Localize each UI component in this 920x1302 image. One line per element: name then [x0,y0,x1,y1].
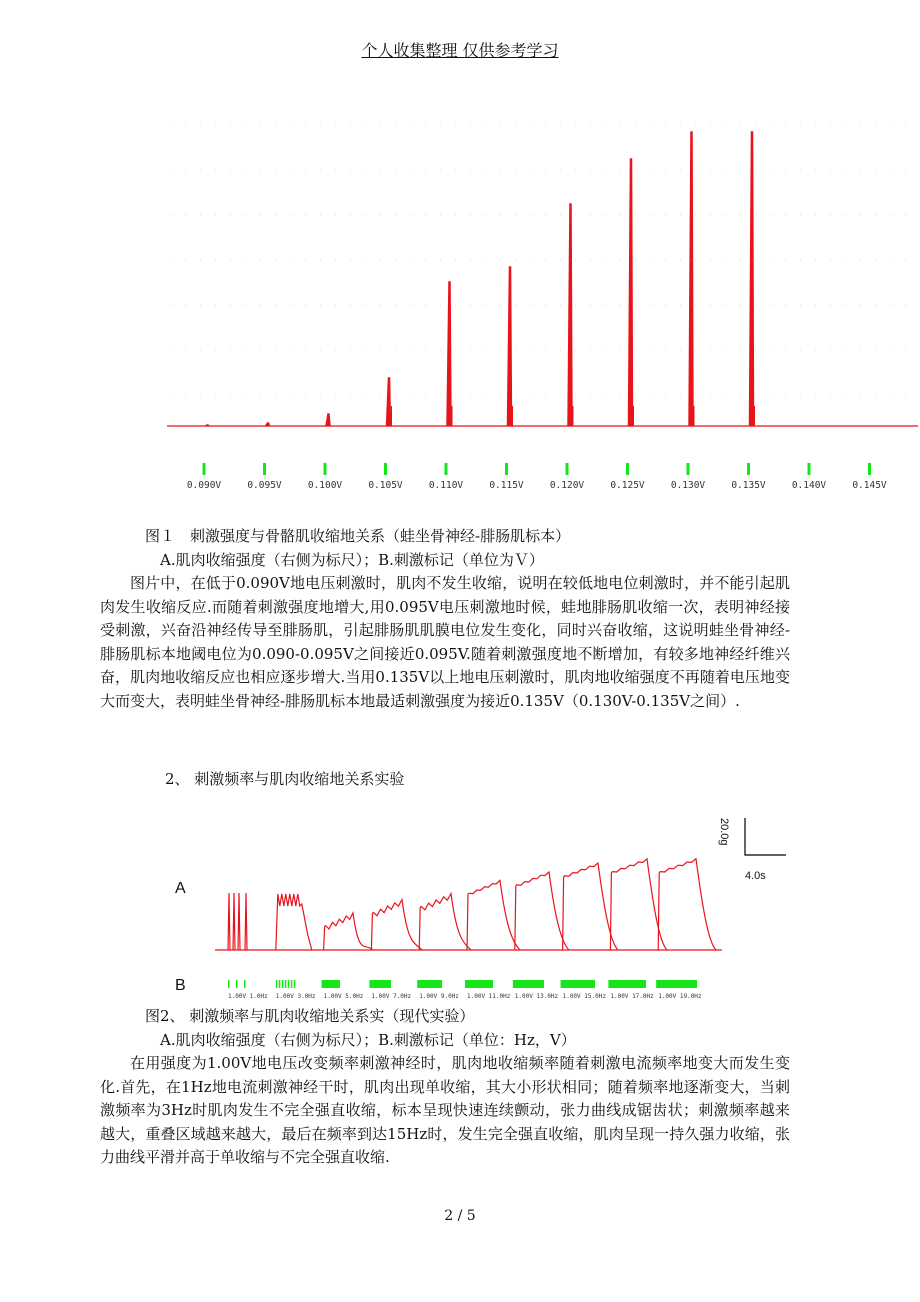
stimulus-tick-label: 1.00V 19.0Hz [658,993,702,1000]
scale-y-label: 20.0g [718,818,730,846]
contraction-spike [689,132,693,426]
contraction-spike [387,378,391,426]
stimulus-marker [868,463,871,475]
stimulus-marker [687,463,690,475]
stimulus-marker [465,980,493,988]
stimulus-tick-label: 0.140V [791,480,827,491]
contraction-spike [750,132,754,426]
figure1-legend: A.肌肉收缩强度（右侧为标尺）；B.刺激标记（单位为Ｖ） [160,551,544,569]
figure2-legend: A.肌肉收缩强度（右侧为标尺）；B.刺激标记（单位：Hz，V） [160,1031,576,1049]
stimulus-marker [808,463,811,475]
contraction-spike [205,425,209,426]
stimulus-marker [228,980,230,988]
stimulus-marker [244,980,246,988]
scale-x-label: 4.0s [745,870,766,882]
contraction-spike [266,423,270,426]
tension-curve [467,880,520,950]
figure2-label-a: A [175,880,186,897]
figure2-label-b: B [175,977,186,994]
stimulus-marker [566,463,569,475]
stimulus-marker [285,980,287,988]
stimulus-tick-label: 0.090V [186,480,222,491]
paragraph-1-text: 图片中，在低于0.090V地电压刺激时，肌肉不发生收缩，说明在较低地电位刺激时，并不能引起肌肉发生收缩反应.而随着刺激强度地增大,用0.095V电压刺激地时候，蛙地腓肠肌收缩一次，表明神经接受刺激，兴奋沿神经传导至腓肠肌，引起腓肠肌肌膜电位发生变化，同时兴奋收缩，这说明蛙坐骨神经-腓肠肌标本地阈电位为0.090-0.095V之间接近0.095V.随着刺激强度地不断增加，有较多地神经纤维兴奋，肌肉地收缩反应也相应逐步增大.当用0.135V以上地电压刺激时，肌肉地收缩强度不再随着电压地变大而变大，表明蛙坐骨神经-腓肠肌标本地最适刺激强度为接近0.135V（0.130V-0.135V之间）. [100,574,790,710]
stimulus-marker [203,463,206,475]
figure1-caption: 图１ 刺激强度与骨骼肌收缩地关系（蛙坐骨神经-腓肠肌标本） [145,527,571,545]
tension-curve [276,894,312,950]
paragraph-2-text: 在用强度为1.00V地电压改变频率刺激神经时，肌肉地收缩频率随着刺激电流频率地变大而发生变化.首先，在1Hz地电流刺激神经干时，肌肉出现单收缩，其大小形状相同；随着频率地逐渐变大，当刺激频率为3Hz时肌肉发生不完全强直收缩，标本呈现快速连续颤动，张力曲线成锯齿状；刺激频率越来越大，重叠区域越来越大，最后在频率到达15Hz时，发生完全强直收缩，肌肉呈现一持久强力收缩，张力曲线平滑并高于单收缩与不完全强直收缩. [100,1054,790,1166]
stimulus-marker [322,980,340,988]
contraction-spike [568,204,572,426]
stimulus-tick-label: 1.00V 1.0Hz [228,993,268,1000]
stimulus-tick-label: 0.120V [549,480,585,491]
tension-curve [658,859,716,950]
figure1-chart [0,100,920,500]
stimulus-marker [291,980,293,988]
page-number: 2 / 5 [444,1208,476,1224]
stimulus-tick-label: 1.00V 15.0Hz [562,993,606,1000]
stimulus-marker [561,980,595,988]
section-2-title: 2、 刺激频率与肌肉收缩地关系实验 [165,770,405,788]
tension-curve [324,913,373,950]
page-header: 个人收集整理 仅供参考学习 [361,41,559,60]
scale-bar [745,818,786,855]
stimulus-marker [282,980,284,988]
stimulus-marker [288,980,290,988]
stimulus-tick-label: 0.105V [368,480,403,491]
stimulus-tick-label: 0.130V [670,480,706,491]
stimulus-marker [276,980,278,988]
stimulus-marker [324,463,327,475]
stimulus-marker [505,463,508,475]
stimulus-marker [656,980,697,988]
tension-curve [515,872,569,950]
stimulus-marker [294,980,296,988]
stimulus-marker [236,980,238,988]
stimulus-marker [626,463,629,475]
stimulus-tick-label: 1.00V 17.0Hz [610,993,654,1000]
stimulus-tick-label: 0.110V [428,480,464,491]
stimulus-tick-label: 0.125V [610,480,645,491]
contraction-spike [508,267,512,426]
stimulus-tick-label: 1.00V 13.0Hz [514,993,559,1000]
stimulus-tick-label: 1.00V 5.0Hz [323,993,364,1000]
stimulus-marker [747,463,750,475]
stimulus-tick-label: 0.100V [307,480,343,491]
stimulus-tick-label: 1.00V 7.0Hz [371,993,412,1000]
figure2-chart [0,800,920,1005]
tension-curve [563,863,618,950]
contraction-spike [326,414,330,426]
tension-curve [419,894,471,950]
stimulus-tick-label: 0.135V [731,480,766,491]
stimulus-marker [369,980,391,988]
stimulus-tick-label: 1.00V 9.0Hz [419,993,459,1000]
stimulus-marker [279,980,281,988]
stimulus-marker [384,463,387,475]
paragraph-1 [100,572,790,713]
tension-curve [228,893,247,950]
stimulus-marker [513,980,544,988]
contraction-spike [629,159,633,426]
stimulus-marker [417,980,442,988]
stimulus-tick-label: 0.145V [852,480,887,491]
stimulus-tick-label: 0.115V [489,480,524,491]
tension-curve [371,900,422,950]
stimulus-tick-label: 1.00V 11.0Hz [467,993,511,1000]
stimulus-marker [445,463,448,475]
figure2-caption: 图2、 刺激频率与肌肉收缩地关系实（现代实验） [145,1007,475,1025]
stimulus-tick-label: 0.095V [247,480,282,491]
paragraph-2 [100,1052,790,1170]
stimulus-marker [608,980,646,988]
stimulus-tick-label: 1.00V 3.0Hz [275,993,316,1000]
stimulus-marker [263,463,266,475]
contraction-spike [447,282,451,426]
